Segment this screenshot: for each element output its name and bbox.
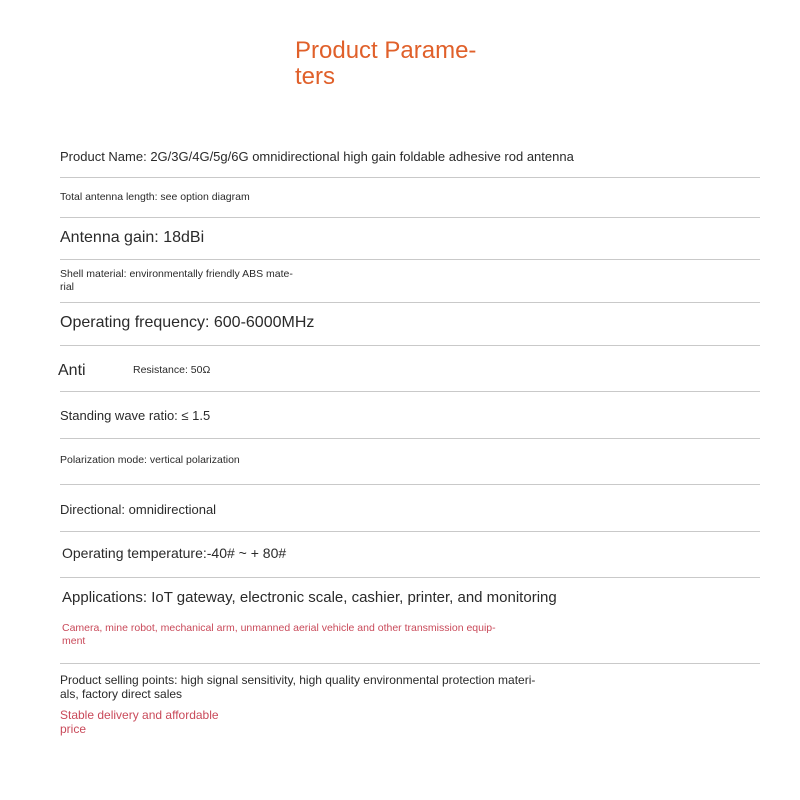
divider: [60, 345, 760, 346]
param-shell-material-line-1: Shell material: environmentally friendly ABS mate-: [60, 268, 293, 280]
param-operating-temperature: Operating temperature:-40# ~ + 80#: [62, 545, 287, 561]
param-operating-frequency: Operating frequency: 600-6000MHz: [60, 314, 315, 331]
param-polarization: Polarization mode: vertical polarization: [60, 454, 240, 466]
divider: [60, 217, 760, 218]
param-shell-material-line-2: rial: [60, 281, 75, 293]
param-total-length: Total antenna length: see option diagram: [60, 191, 250, 203]
param-directional: Directional: omnidirectional: [60, 502, 217, 517]
divider: [60, 663, 760, 664]
param-selling-points: [60, 673, 760, 701]
param-applications-extra-line-2: ment: [62, 635, 86, 647]
param-shell-material: [60, 268, 760, 294]
param-product-name: Product Name: 2G/3G/4G/5g/6G omnidirectional high gain foldable adhesive rod antenna: [60, 149, 574, 164]
param-selling-points-extra: [60, 708, 760, 736]
param-applications-extra-line-1: Camera, mine robot, mechanical arm, unmanned aerial vehicle and other transmission equip-: [62, 622, 496, 634]
divider: [60, 531, 760, 532]
param-applications: Applications: IoT gateway, electronic scale, cashier, printer, and monitoring: [62, 589, 557, 606]
param-applications-extra: [62, 622, 762, 648]
param-anti-label: Anti: [58, 362, 86, 379]
param-selling-points-line-1: Product selling points: high signal sensitivity, high quality environmental protection materi-: [60, 673, 536, 687]
divider: [60, 391, 760, 392]
page-title: [295, 38, 505, 90]
param-antenna-gain: Antenna gain: 18dBi: [60, 229, 205, 246]
divider: [60, 302, 760, 303]
param-selling-points-line-2: als, factory direct sales: [60, 687, 183, 701]
page-title-line-1: Product Parame-: [295, 37, 477, 64]
divider: [60, 177, 760, 178]
param-resistance: Resistance: 50Ω: [133, 364, 211, 376]
divider: [60, 484, 760, 485]
param-selling-points-extra-line-1: Stable delivery and affordable: [60, 708, 219, 722]
divider: [60, 577, 760, 578]
param-standing-wave-ratio: Standing wave ratio: ≤ 1.5: [60, 408, 211, 423]
divider: [60, 438, 760, 439]
page-title-line-2: ters: [295, 63, 336, 90]
divider: [60, 259, 760, 260]
param-selling-points-extra-line-2: price: [60, 722, 87, 736]
